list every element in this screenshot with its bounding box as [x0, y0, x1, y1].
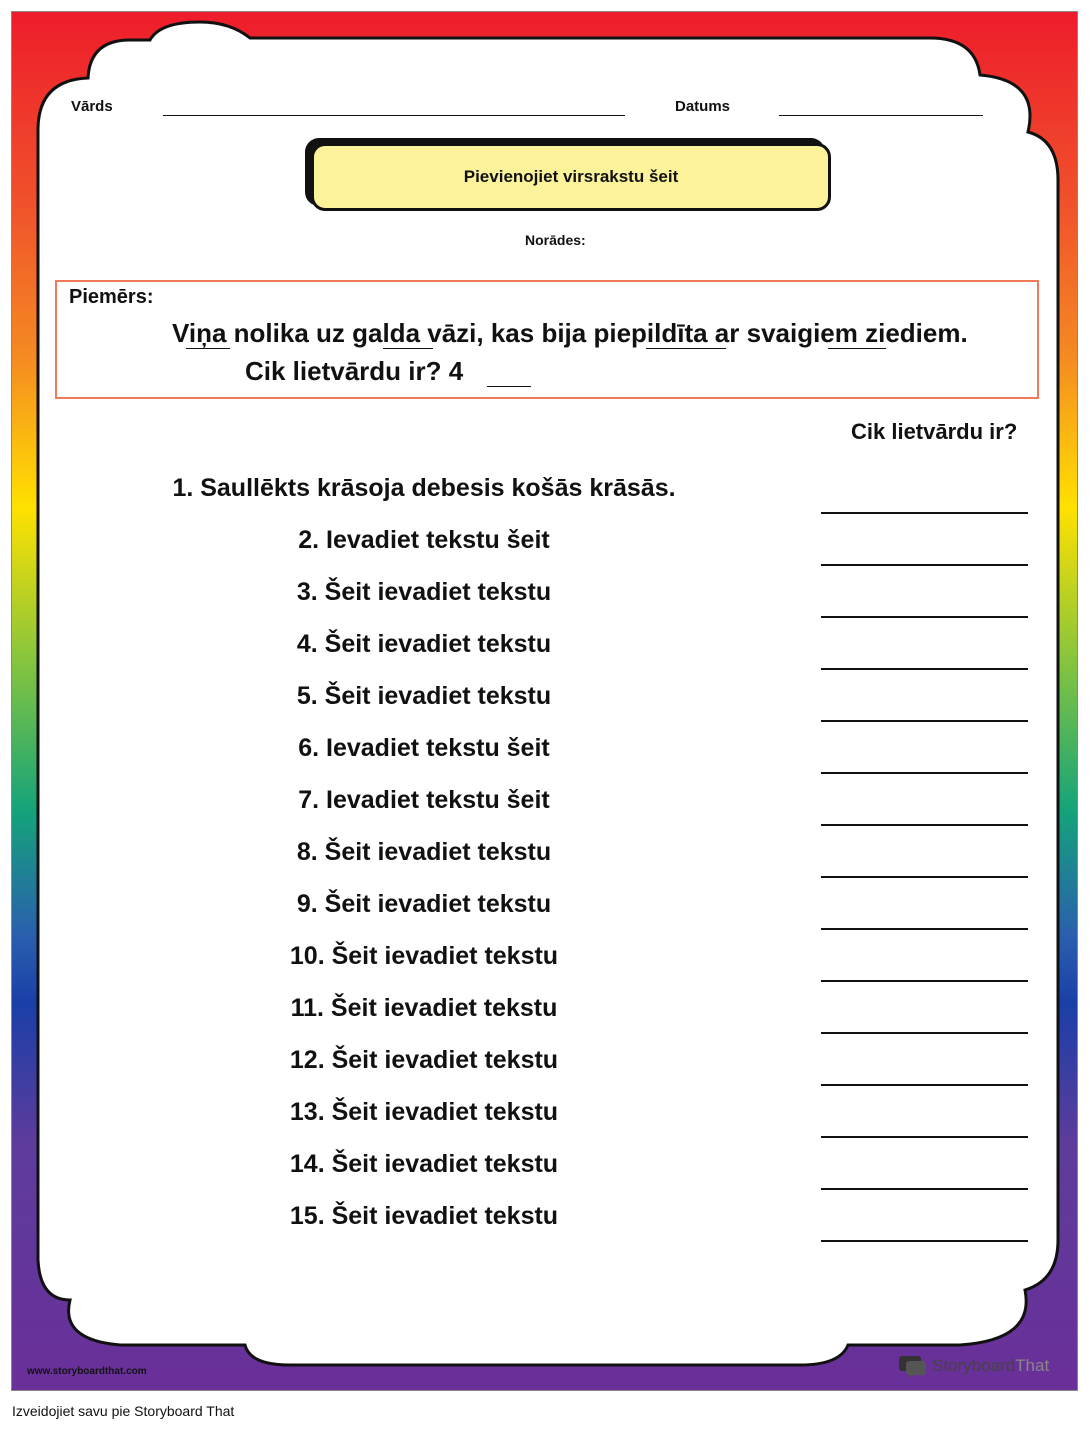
- date-input-line[interactable]: [779, 115, 983, 116]
- question-row: [0, 578, 1091, 618]
- question-row: [0, 1150, 1091, 1190]
- example-question: Cik lietvārdu ir? 4: [245, 356, 464, 386]
- example-underline-3: [646, 348, 726, 349]
- brand-part-storyboard: Storyboard: [932, 1356, 1016, 1375]
- question-text[interactable]: 10. Šeit ievadiet tekstu: [289, 942, 559, 970]
- answer-line[interactable]: [821, 772, 1028, 774]
- question-text[interactable]: 9. Šeit ievadiet tekstu: [296, 890, 552, 918]
- brand-part-that: That: [1015, 1356, 1050, 1375]
- example-label: Piemērs:: [69, 286, 154, 308]
- question-text[interactable]: 15. Šeit ievadiet tekstu: [289, 1202, 559, 1230]
- answer-line[interactable]: [821, 980, 1028, 982]
- question-row: [0, 1046, 1091, 1086]
- question-row: [0, 890, 1091, 930]
- question-text[interactable]: 5. Šeit ievadiet tekstu: [296, 682, 552, 710]
- answer-line[interactable]: [821, 668, 1028, 670]
- answer-line[interactable]: [821, 1136, 1028, 1138]
- answer-column-header: Cik lietvārdu ir?: [851, 419, 1018, 444]
- question-text[interactable]: 1. Saullēkts krāsoja debesis košās krāsās.: [172, 474, 676, 502]
- question-row: [0, 994, 1091, 1034]
- footer-url[interactable]: www.storyboardthat.com: [27, 1366, 147, 1377]
- bottom-caption: Izveidojiet savu pie Storyboard That: [12, 1403, 235, 1419]
- title-box[interactable]: [311, 143, 831, 211]
- example-underline-1: [186, 348, 230, 349]
- worksheet-title: Pievienojiet virsrakstu šeit: [463, 167, 679, 186]
- example-underline-2: [383, 348, 433, 349]
- question-text[interactable]: 2. Ievadiet tekstu šeit: [298, 526, 550, 554]
- example-sentence: Viņa nolika uz galda vāzi, kas bija piepildīta ar svaigiem ziediem.: [172, 318, 968, 348]
- question-text[interactable]: 4. Šeit ievadiet tekstu: [296, 630, 552, 658]
- question-row: [0, 1098, 1091, 1138]
- answer-line[interactable]: [821, 1188, 1028, 1190]
- answer-line[interactable]: [821, 1032, 1028, 1034]
- instructions-label: Norādes:: [525, 232, 586, 248]
- answer-line[interactable]: [821, 720, 1028, 722]
- answer-line[interactable]: [821, 1240, 1028, 1242]
- question-row: [0, 786, 1091, 826]
- answer-line[interactable]: [821, 616, 1028, 618]
- question-text[interactable]: 6. Ievadiet tekstu šeit: [298, 734, 550, 762]
- answer-line[interactable]: [821, 1084, 1028, 1086]
- answer-line[interactable]: [821, 928, 1028, 930]
- question-row: [0, 474, 1091, 514]
- question-row: [0, 682, 1091, 722]
- question-text[interactable]: 7. Ievadiet tekstu šeit: [298, 786, 550, 814]
- question-row: [0, 838, 1091, 878]
- example-underline-4: [828, 348, 886, 349]
- question-row: [0, 942, 1091, 982]
- question-row: [0, 1202, 1091, 1242]
- storyboardthat-brand[interactable]: [898, 1354, 1049, 1378]
- storyboardthat-logo-icon: [898, 1354, 928, 1378]
- answer-line[interactable]: [821, 512, 1028, 514]
- question-row: [0, 526, 1091, 566]
- date-label: Datums: [675, 98, 731, 115]
- question-text[interactable]: 11. Šeit ievadiet tekstu: [290, 994, 558, 1022]
- question-text[interactable]: 8. Šeit ievadiet tekstu: [296, 838, 552, 866]
- question-text[interactable]: 13. Šeit ievadiet tekstu: [289, 1098, 559, 1126]
- question-row: [0, 630, 1091, 670]
- question-text[interactable]: 3. Šeit ievadiet tekstu: [296, 578, 552, 606]
- example-answer-line: [487, 386, 531, 387]
- name-input-line[interactable]: [163, 115, 625, 116]
- name-label: Vārds: [71, 98, 113, 115]
- question-text[interactable]: 14. Šeit ievadiet tekstu: [289, 1150, 559, 1178]
- answer-line[interactable]: [821, 824, 1028, 826]
- answer-line[interactable]: [821, 876, 1028, 878]
- question-text[interactable]: 12. Šeit ievadiet tekstu: [289, 1046, 559, 1074]
- question-row: [0, 734, 1091, 774]
- answer-line[interactable]: [821, 564, 1028, 566]
